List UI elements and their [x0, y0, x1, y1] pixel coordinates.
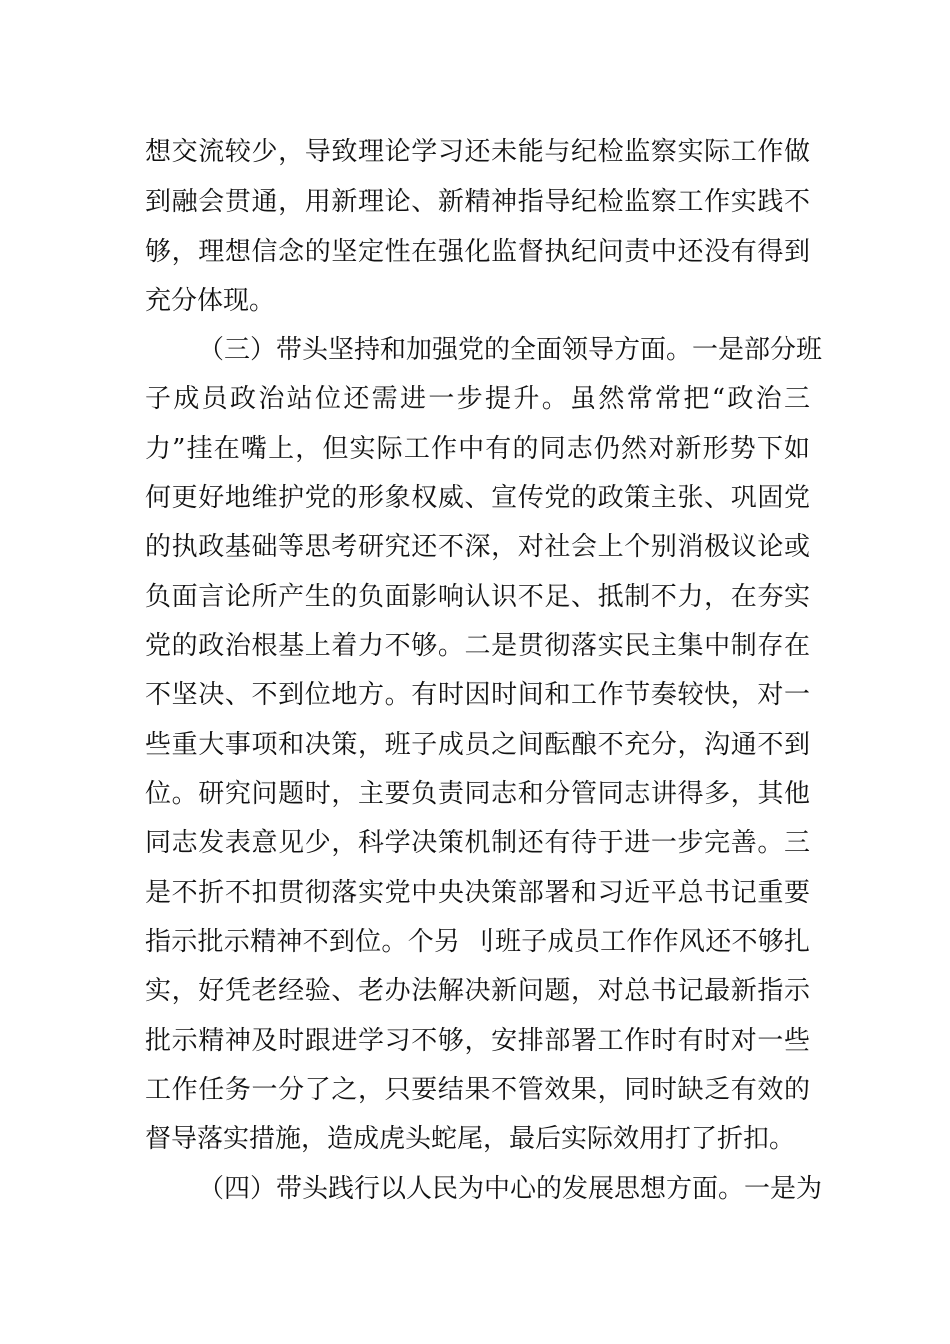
- text-line: 些重大事项和决策，班子成员之间酝酿不充分，沟通不到: [145, 730, 810, 760]
- section-heading-line: （三）带头坚持和加强党的全面领导方面。一是部分班: [198, 335, 823, 365]
- text-line: 想交流较少，导致理论学习还未能与纪检监察实际工作做: [145, 137, 810, 167]
- text-line: 力”挂在嘴上，但实际工作中有的同志仍然对新形势下如: [145, 434, 810, 464]
- text-line: 实，好凭老经验、老办法解决新问题，对总书记最新指示: [145, 976, 810, 1006]
- text-line: 的执政基础等思考研究还不深，对社会上个别消极议论或: [145, 532, 810, 562]
- text-line: 子成员政治站位还需进一步提升。虽然常常把“政治三: [145, 384, 810, 414]
- text-line: 不坚决、不到位地方。有时因时间和工作节奏较快，对一: [145, 680, 810, 710]
- text-line: 是不折不扣贯彻落实党中央决策部署和习近平总书记重要: [145, 878, 810, 908]
- text-line: 到融会贯通，用新理论、新精神指导纪检监察工作实践不: [145, 187, 810, 217]
- text-line: 批示精神及时跟进学习不够，安排部署工作时有时对一些: [145, 1026, 810, 1056]
- text-line: 督导落实措施，造成虎头蛇尾，最后实际效用打了折扣。: [145, 1124, 796, 1154]
- text-line: 工作任务一分了之，只要结果不管效果，同时缺乏有效的: [145, 1075, 810, 1105]
- text-line: 负面言论所产生的负面影响认识不足、抵制不力，在夯实: [145, 582, 810, 612]
- text-line: 够，理想信念的坚定性在强化监督执纪问责中还没有得到: [145, 237, 810, 267]
- text-line: 指示批示精神不到位。个另 刂班子成员工作作风还不够扎: [145, 927, 810, 957]
- section-heading-line: （四）带头践行以人民为中心的发展思想方面。一是为: [198, 1174, 823, 1204]
- text-line: 充分体现。: [145, 286, 276, 316]
- text-line: 党的政治根基上着力不够。二是贯彻落实民主集中制存在: [145, 631, 810, 661]
- text-line: 同志发表意见少，科学决策机制还有待于进一步完善。三: [145, 828, 810, 858]
- text-line: 位。研究问题时，主要负责同志和分管同志讲得多，其他: [145, 779, 810, 809]
- text-line: 何更好地维护党的形象权威、宣传党的政策主张、巩固党: [145, 483, 810, 513]
